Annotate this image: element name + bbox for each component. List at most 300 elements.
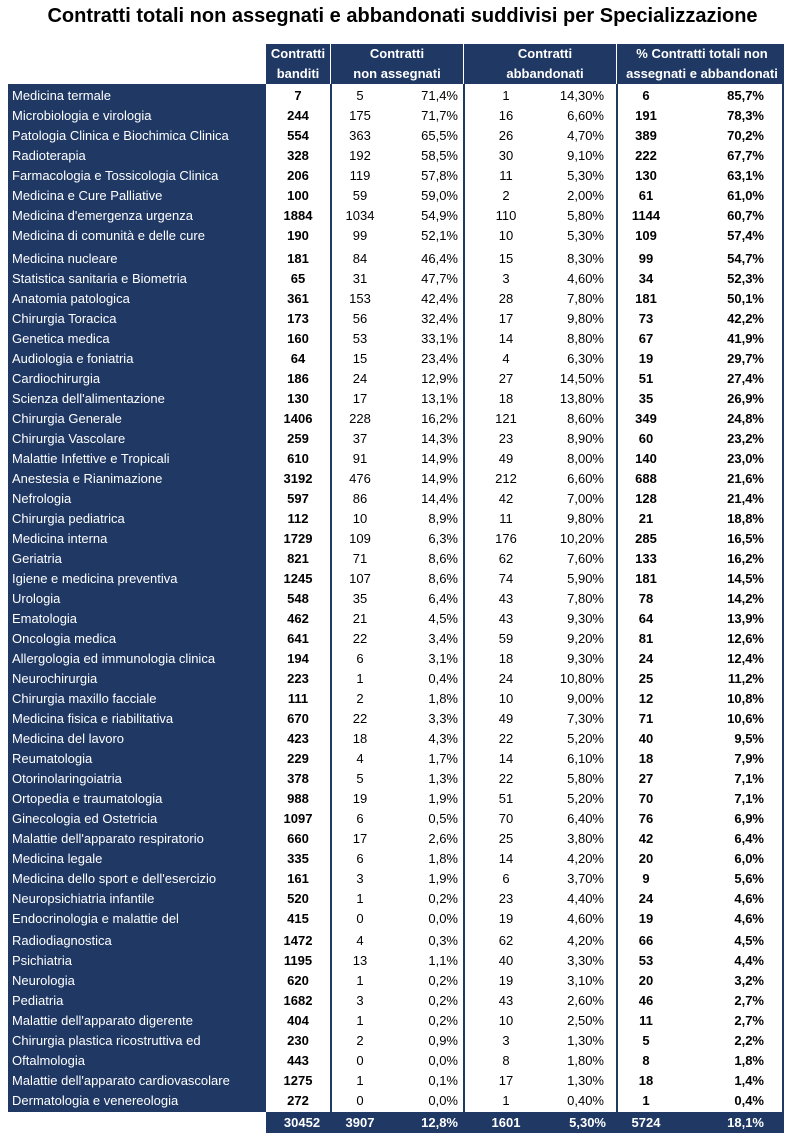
cell-totali-pct: 11,2% [727, 670, 764, 686]
cell-non-assegnati: 6 [356, 850, 364, 866]
cell-totali-pct: 26,9% [727, 390, 764, 406]
cell-abbandonati-pct: 14,50% [559, 370, 604, 386]
cell-specialization: Medicina d'emergenza urgenza [12, 208, 193, 223]
cell-abbandonati-pct: 5,20% [567, 790, 604, 806]
cell-specialization: Neuropsichiatria infantile [12, 890, 155, 906]
cell-non-assegnati: 24 [352, 370, 368, 386]
cell-totali-pct: 1,8% [734, 1053, 764, 1068]
cell-non-assegnati: 107 [349, 570, 371, 586]
cell-totali-pct: 24,8% [727, 410, 764, 426]
cell-specialization: Medicina termale [12, 88, 111, 103]
header-banditi [266, 44, 330, 84]
cell-specialization: Chirurgia Vascolare [12, 430, 126, 446]
cell-totali: 51 [638, 370, 654, 386]
cell-non-assegnati: 1034 [345, 208, 375, 223]
cell-totali-pct: 50,1% [727, 290, 764, 306]
header-banditi-line2: banditi [276, 66, 320, 81]
cell-totali: 181 [635, 290, 657, 306]
cell-non-assegnati: 17 [352, 390, 368, 406]
cell-totali: 389 [635, 128, 657, 143]
cell-non-assegnati-pct: 0,0% [428, 1053, 458, 1068]
table-row [8, 309, 784, 329]
cell-specialization: Pediatria [12, 993, 64, 1008]
cell-totali: 64 [638, 610, 654, 626]
cell-specialization: Genetica medica [12, 330, 110, 346]
cell-specialization: Nefrologia [12, 490, 72, 506]
cell-banditi: 186 [287, 370, 309, 386]
cell-specialization: Igiene e medicina preventiva [12, 570, 178, 586]
cell-specialization: Statistica sanitaria e Biometria [12, 270, 187, 286]
table-row [8, 106, 784, 126]
cell-totali-pct: 4,5% [734, 933, 764, 948]
cell-banditi: 1729 [283, 530, 313, 546]
cell-non-assegnati-pct: 6,4% [428, 590, 458, 606]
cell-abbandonati: 10 [498, 1013, 514, 1028]
cell-totali-pct: 2,7% [734, 993, 764, 1008]
cell-non-assegnati-pct: 0,0% [428, 1093, 458, 1108]
cell-banditi: 548 [287, 590, 309, 606]
cell-specialization: Chirurgia Toracica [12, 310, 117, 326]
cell-non-assegnati-pct: 33,1% [421, 330, 458, 346]
cell-abbandonati-pct: 10,20% [559, 530, 604, 546]
cell-non-assegnati-pct: 42,4% [421, 290, 458, 306]
cell-specialization: Geriatria [12, 550, 62, 566]
cell-abbandonati: 10 [498, 690, 514, 706]
cell-non-assegnati-pct: 14,9% [421, 470, 458, 486]
cell-totali: 53 [638, 953, 654, 968]
cell-non-assegnati: 71 [352, 550, 368, 566]
cell-totali-pct: 52,3% [727, 270, 764, 286]
cell-totali-pct: 14,2% [727, 590, 764, 606]
cell-totali: 8 [642, 1053, 650, 1068]
cell-non-assegnati-pct: 1,1% [428, 953, 458, 968]
cell-non-assegnati: 21 [352, 610, 368, 626]
cell-abbandonati-pct: 14,30% [559, 88, 604, 103]
cell-banditi: 415 [287, 910, 309, 926]
table-row [8, 1071, 784, 1091]
cell-totali-pct: 16,5% [727, 530, 764, 546]
cell-totali: 20 [638, 850, 654, 866]
cell-totali: 11 [639, 1013, 653, 1028]
cell-abbandonati: 42 [498, 490, 514, 506]
cell-abbandonati: 1 [502, 1093, 510, 1108]
cell-banditi: 554 [287, 128, 309, 143]
cell-abbandonati: 28 [498, 290, 514, 306]
cell-non-assegnati-pct: 59,0% [421, 188, 458, 203]
cell-banditi: 1406 [283, 410, 313, 426]
cell-banditi: 462 [287, 610, 309, 626]
cell-specialization: Medicina legale [12, 850, 103, 866]
cell-non-assegnati: 1 [356, 973, 364, 988]
cell-abbandonati: 74 [498, 570, 514, 586]
cell-non-assegnati-pct: 0,3% [428, 933, 458, 948]
cell-abbandonati: 59 [498, 630, 514, 646]
cell-abbandonati: 4 [502, 350, 510, 366]
cell-totali-pct: 7,9% [734, 750, 764, 766]
table-row [8, 849, 784, 869]
table-row [8, 1031, 784, 1051]
cell-non-assegnati: 31 [352, 270, 368, 286]
cell-specialization: Microbiologia e virologia [12, 108, 152, 123]
cell-non-assegnati-pct: 0,1% [428, 1073, 458, 1088]
table-row [8, 931, 784, 951]
cell-banditi: 597 [287, 490, 309, 506]
cell-abbandonati: 70 [498, 810, 514, 826]
cell-non-assegnati: 228 [349, 410, 371, 426]
cell-non-assegnati-pct: 54,9% [421, 208, 458, 223]
cell-abbandonati-pct: 10,80% [559, 670, 604, 686]
cell-non-assegnati-pct: 13,1% [421, 390, 458, 406]
cell-abbandonati-pct: 3,10% [567, 973, 604, 988]
cell-totali-pct: 12,6% [727, 630, 764, 646]
cell-totali: 5 [642, 1033, 650, 1048]
cell-specialization: Allergologia ed immunologia clinica [12, 650, 216, 666]
cell-non-assegnati: 5 [356, 88, 364, 103]
cell-banditi: 190 [287, 228, 309, 243]
cell-specialization: Medicina fisica e riabilitativa [12, 710, 174, 726]
cell-totali-pct: 4,4% [734, 953, 764, 968]
cell-totali: 73 [638, 310, 654, 326]
cell-abbandonati: 22 [498, 730, 514, 746]
cell-totali-pct: 10,8% [727, 690, 764, 706]
cell-non-assegnati: 86 [352, 490, 368, 506]
table-row [8, 289, 784, 309]
cell-abbandonati-pct: 6,10% [567, 750, 604, 766]
cell-totali: 78 [638, 590, 654, 606]
cell-non-assegnati-pct: 14,3% [421, 430, 458, 446]
cell-abbandonati-pct: 9,20% [567, 630, 604, 646]
table-row [8, 329, 784, 349]
cell-totali: 24 [638, 650, 654, 666]
cell-totali-pct: 0,4% [734, 1093, 764, 1108]
cell-abbandonati-pct: 4,20% [567, 933, 604, 948]
cell-totali-pct: 2,7% [734, 1013, 764, 1028]
table-row [8, 166, 784, 186]
cell-banditi: 161 [287, 870, 309, 886]
cell-banditi: 620 [287, 973, 309, 988]
table-row [8, 749, 784, 769]
cell-abbandonati-pct: 5,80% [567, 208, 604, 223]
cell-non-assegnati: 19 [352, 790, 368, 806]
cell-totali-pct: 41,9% [727, 330, 764, 346]
cell-abbandonati-pct: 9,10% [567, 148, 604, 163]
cell-specialization: Scienza dell'alimentazione [12, 390, 165, 406]
cell-specialization: Chirurgia maxillo facciale [12, 690, 157, 706]
table-row [8, 549, 784, 569]
cell-specialization: Oftalmologia [12, 1053, 85, 1068]
cell-abbandonati-pct: 4,20% [567, 850, 604, 866]
cell-specialization: Medicina di comunità e delle cure [12, 228, 205, 243]
table-row [8, 971, 784, 991]
cell-non-assegnati: 2 [356, 1033, 364, 1048]
cell-banditi: 660 [287, 830, 309, 846]
cell-totali: 1 [642, 1093, 650, 1108]
cell-non-assegnati: 1 [356, 890, 364, 906]
cell-specialization: Neurochirurgia [12, 670, 98, 686]
cell-non-assegnati-pct: 0,9% [428, 1033, 458, 1048]
cell-non-assegnati-pct: 8,6% [428, 570, 458, 586]
cell-abbandonati: 8 [502, 1053, 510, 1068]
cell-totali-pct: 3,2% [734, 973, 764, 988]
cell-abbandonati-pct: 3,30% [567, 953, 604, 968]
cell-totali-pct: 85,7% [727, 88, 764, 103]
table-row [8, 429, 784, 449]
cell-abbandonati: 17 [498, 1073, 514, 1088]
cell-abbandonati: 176 [495, 530, 517, 546]
cell-totali: 285 [635, 530, 657, 546]
cell-specialization: Psichiatria [12, 953, 72, 968]
cell-totali-pct: 29,7% [727, 350, 764, 366]
cell-non-assegnati-pct: 3,1% [428, 650, 458, 666]
cell-abbandonati: 3 [502, 270, 510, 286]
cell-totali-pct: 7,1% [734, 790, 764, 806]
table-row [8, 991, 784, 1011]
cell-non-assegnati-pct: 16,2% [421, 410, 458, 426]
cell-specialization: Farmacologia e Tossicologia Clinica [12, 168, 219, 183]
cell-totali-pct: 5,6% [734, 870, 764, 886]
table-row [8, 86, 784, 106]
cell-non-assegnati-pct: 1,8% [428, 850, 458, 866]
table-row [8, 609, 784, 629]
cell-abbandonati-pct: 7,30% [567, 710, 604, 726]
cell-abbandonati-pct: 4,60% [567, 270, 604, 286]
table-row [8, 649, 784, 669]
cell-non-assegnati: 91 [352, 450, 368, 466]
cell-abbandonati-pct: 6,60% [567, 108, 604, 123]
cell-totali: 66 [638, 933, 654, 948]
header-abbandonati [480, 44, 610, 84]
cell-non-assegnati: 153 [349, 290, 371, 306]
cell-totali: 70 [638, 790, 654, 806]
cell-abbandonati: 14 [498, 850, 514, 866]
table-row [8, 809, 784, 829]
cell-banditi: 229 [287, 750, 309, 766]
cell-totali: 35 [638, 390, 654, 406]
table-row [8, 689, 784, 709]
cell-abbandonati-pct: 7,00% [567, 490, 604, 506]
cell-abbandonati-pct: 0,40% [567, 1093, 604, 1108]
cell-non-assegnati: 0 [356, 1093, 364, 1108]
total-totali-pct: 18,1% [727, 1115, 764, 1130]
cell-banditi: 361 [287, 290, 309, 306]
cell-abbandonati: 14 [498, 330, 514, 346]
cell-specialization: Malattie Infettive e Tropicali [12, 450, 170, 466]
cell-totali: 67 [638, 330, 654, 346]
cell-banditi: 1472 [283, 933, 313, 948]
cell-specialization: Radioterapia [12, 148, 86, 163]
cell-banditi: 423 [287, 730, 309, 746]
cell-totali: 140 [635, 450, 657, 466]
cell-abbandonati: 49 [498, 710, 514, 726]
cell-abbandonati-pct: 2,00% [567, 188, 604, 203]
cell-banditi: 670 [287, 710, 309, 726]
cell-totali: 71 [638, 710, 654, 726]
cell-non-assegnati: 17 [352, 830, 368, 846]
table-row [8, 146, 784, 166]
cell-totali-pct: 21,4% [727, 490, 764, 506]
cell-non-assegnati-pct: 0,2% [428, 1013, 458, 1028]
header-non-assegnati [332, 44, 462, 84]
cell-totali-pct: 16,2% [727, 550, 764, 566]
cell-non-assegnati-pct: 1,7% [428, 750, 458, 766]
cell-non-assegnati: 192 [349, 148, 371, 163]
cell-abbandonati: 17 [498, 310, 514, 326]
cell-non-assegnati: 119 [349, 168, 371, 183]
cell-non-assegnati-pct: 1,8% [428, 690, 458, 706]
cell-abbandonati-pct: 5,30% [567, 168, 604, 183]
table-row [8, 126, 784, 146]
cell-totali-pct: 78,3% [727, 108, 764, 123]
cell-banditi: 3192 [283, 470, 313, 486]
table-row [8, 769, 784, 789]
data-table [8, 86, 784, 1111]
cell-totali: 18 [638, 750, 654, 766]
table-row [8, 869, 784, 889]
cell-banditi: 65 [290, 270, 306, 286]
cell-specialization: Neurologia [12, 973, 75, 988]
cell-banditi: 1884 [283, 208, 313, 223]
total-abbandonati: 1601 [491, 1115, 521, 1130]
table-row [8, 529, 784, 549]
cell-totali-pct: 7,1% [734, 770, 764, 786]
cell-totali-pct: 57,4% [727, 228, 764, 243]
cell-totali: 46 [638, 993, 654, 1008]
cell-banditi: 610 [287, 450, 309, 466]
table-row [8, 206, 784, 226]
cell-abbandonati-pct: 7,80% [567, 590, 604, 606]
cell-abbandonati: 26 [498, 128, 514, 143]
cell-totali-pct: 63,1% [727, 168, 764, 183]
cell-totali: 24 [638, 890, 654, 906]
cell-totali-pct: 12,4% [727, 650, 764, 666]
cell-non-assegnati: 53 [352, 330, 368, 346]
cell-totali: 99 [638, 250, 654, 266]
cell-non-assegnati-pct: 14,4% [421, 490, 458, 506]
cell-abbandonati-pct: 6,60% [567, 470, 604, 486]
cell-abbandonati-pct: 3,70% [567, 870, 604, 886]
cell-specialization: Endocrinologia e malattie del [12, 910, 179, 926]
cell-banditi: 223 [287, 670, 309, 686]
cell-totali-pct: 13,9% [727, 610, 764, 626]
cell-non-assegnati-pct: 0,2% [428, 993, 458, 1008]
cell-abbandonati: 1 [502, 88, 510, 103]
cell-abbandonati-pct: 6,40% [567, 810, 604, 826]
cell-totali: 27 [638, 770, 654, 786]
cell-banditi: 111 [287, 690, 309, 706]
cell-abbandonati-pct: 3,80% [567, 830, 604, 846]
cell-non-assegnati: 175 [349, 108, 371, 123]
cell-specialization: Dermatologia e venereologia [12, 1093, 179, 1108]
cell-abbandonati: 212 [495, 470, 517, 486]
cell-banditi: 259 [287, 430, 309, 446]
cell-abbandonati: 51 [498, 790, 514, 806]
cell-abbandonati-pct: 7,60% [567, 550, 604, 566]
table-row [8, 369, 784, 389]
header-pct-line1: % Contratti totali non [636, 46, 768, 61]
cell-banditi: 244 [287, 108, 309, 123]
cell-totali: 130 [635, 168, 657, 183]
cell-banditi: 7 [294, 88, 302, 103]
cell-totali: 20 [638, 973, 654, 988]
cell-non-assegnati-pct: 0,2% [428, 973, 458, 988]
cell-non-assegnati-pct: 71,7% [421, 108, 458, 123]
cell-abbandonati: 19 [498, 973, 514, 988]
cell-totali: 34 [638, 270, 654, 286]
cell-abbandonati: 24 [498, 670, 514, 686]
cell-non-assegnati: 6 [356, 650, 364, 666]
cell-non-assegnati: 3 [356, 993, 364, 1008]
cell-banditi: 130 [287, 390, 309, 406]
cell-abbandonati-pct: 9,00% [567, 690, 604, 706]
cell-specialization: Medicina del lavoro [12, 730, 125, 746]
cell-totali: 40 [638, 730, 654, 746]
cell-specialization: Medicina interna [12, 530, 108, 546]
cell-totali: 222 [635, 148, 657, 163]
cell-banditi: 520 [287, 890, 309, 906]
cell-non-assegnati: 1 [356, 670, 364, 686]
cell-specialization: Ginecologia ed Ostetricia [12, 810, 158, 826]
table-row [8, 789, 784, 809]
cell-abbandonati: 23 [498, 430, 514, 446]
cell-non-assegnati: 13 [352, 953, 368, 968]
cell-abbandonati-pct: 9,30% [567, 650, 604, 666]
cell-abbandonati: 22 [498, 770, 514, 786]
cell-specialization: Chirurgia pediatrica [12, 510, 125, 526]
cell-non-assegnati-pct: 46,4% [421, 250, 458, 266]
cell-abbandonati: 49 [498, 450, 514, 466]
cell-non-assegnati-pct: 14,9% [421, 450, 458, 466]
table-row [8, 709, 784, 729]
cell-non-assegnati: 1 [356, 1013, 364, 1028]
cell-abbandonati-pct: 5,20% [567, 730, 604, 746]
cell-non-assegnati-pct: 12,9% [421, 370, 458, 386]
cell-abbandonati: 18 [498, 390, 514, 406]
cell-abbandonati: 43 [498, 993, 514, 1008]
cell-non-assegnati-pct: 3,3% [428, 710, 458, 726]
cell-abbandonati: 6 [502, 870, 510, 886]
cell-abbandonati-pct: 1,30% [567, 1033, 604, 1048]
cell-non-assegnati: 6 [356, 810, 364, 826]
cell-totali-pct: 70,2% [727, 128, 764, 143]
table-row [8, 629, 784, 649]
cell-totali: 81 [638, 630, 654, 646]
cell-non-assegnati: 18 [352, 730, 368, 746]
cell-totali-pct: 6,4% [734, 830, 764, 846]
cell-abbandonati-pct: 5,80% [567, 770, 604, 786]
cell-abbandonati-pct: 7,80% [567, 290, 604, 306]
cell-abbandonati: 25 [498, 830, 514, 846]
table-row [8, 589, 784, 609]
header-na-line1: Contratti [369, 46, 425, 61]
table-row [8, 226, 784, 246]
cell-banditi: 64 [290, 350, 306, 366]
cell-abbandonati: 30 [498, 148, 514, 163]
cell-non-assegnati: 109 [349, 530, 371, 546]
cell-banditi: 443 [287, 1053, 309, 1068]
cell-banditi: 404 [287, 1013, 309, 1028]
cell-totali: 12 [638, 690, 654, 706]
cell-abbandonati-pct: 5,30% [567, 228, 604, 243]
cell-banditi: 230 [287, 1033, 309, 1048]
cell-non-assegnati: 2 [356, 690, 364, 706]
cell-specialization: Medicina dello sport e dell'esercizio [12, 870, 217, 886]
table-row [8, 449, 784, 469]
cell-abbandonati-pct: 8,80% [567, 330, 604, 346]
cell-totali: 128 [635, 490, 657, 506]
table-row [8, 269, 784, 289]
cell-specialization: Oncologia medica [12, 630, 117, 646]
cell-totali-pct: 23,2% [727, 430, 764, 446]
